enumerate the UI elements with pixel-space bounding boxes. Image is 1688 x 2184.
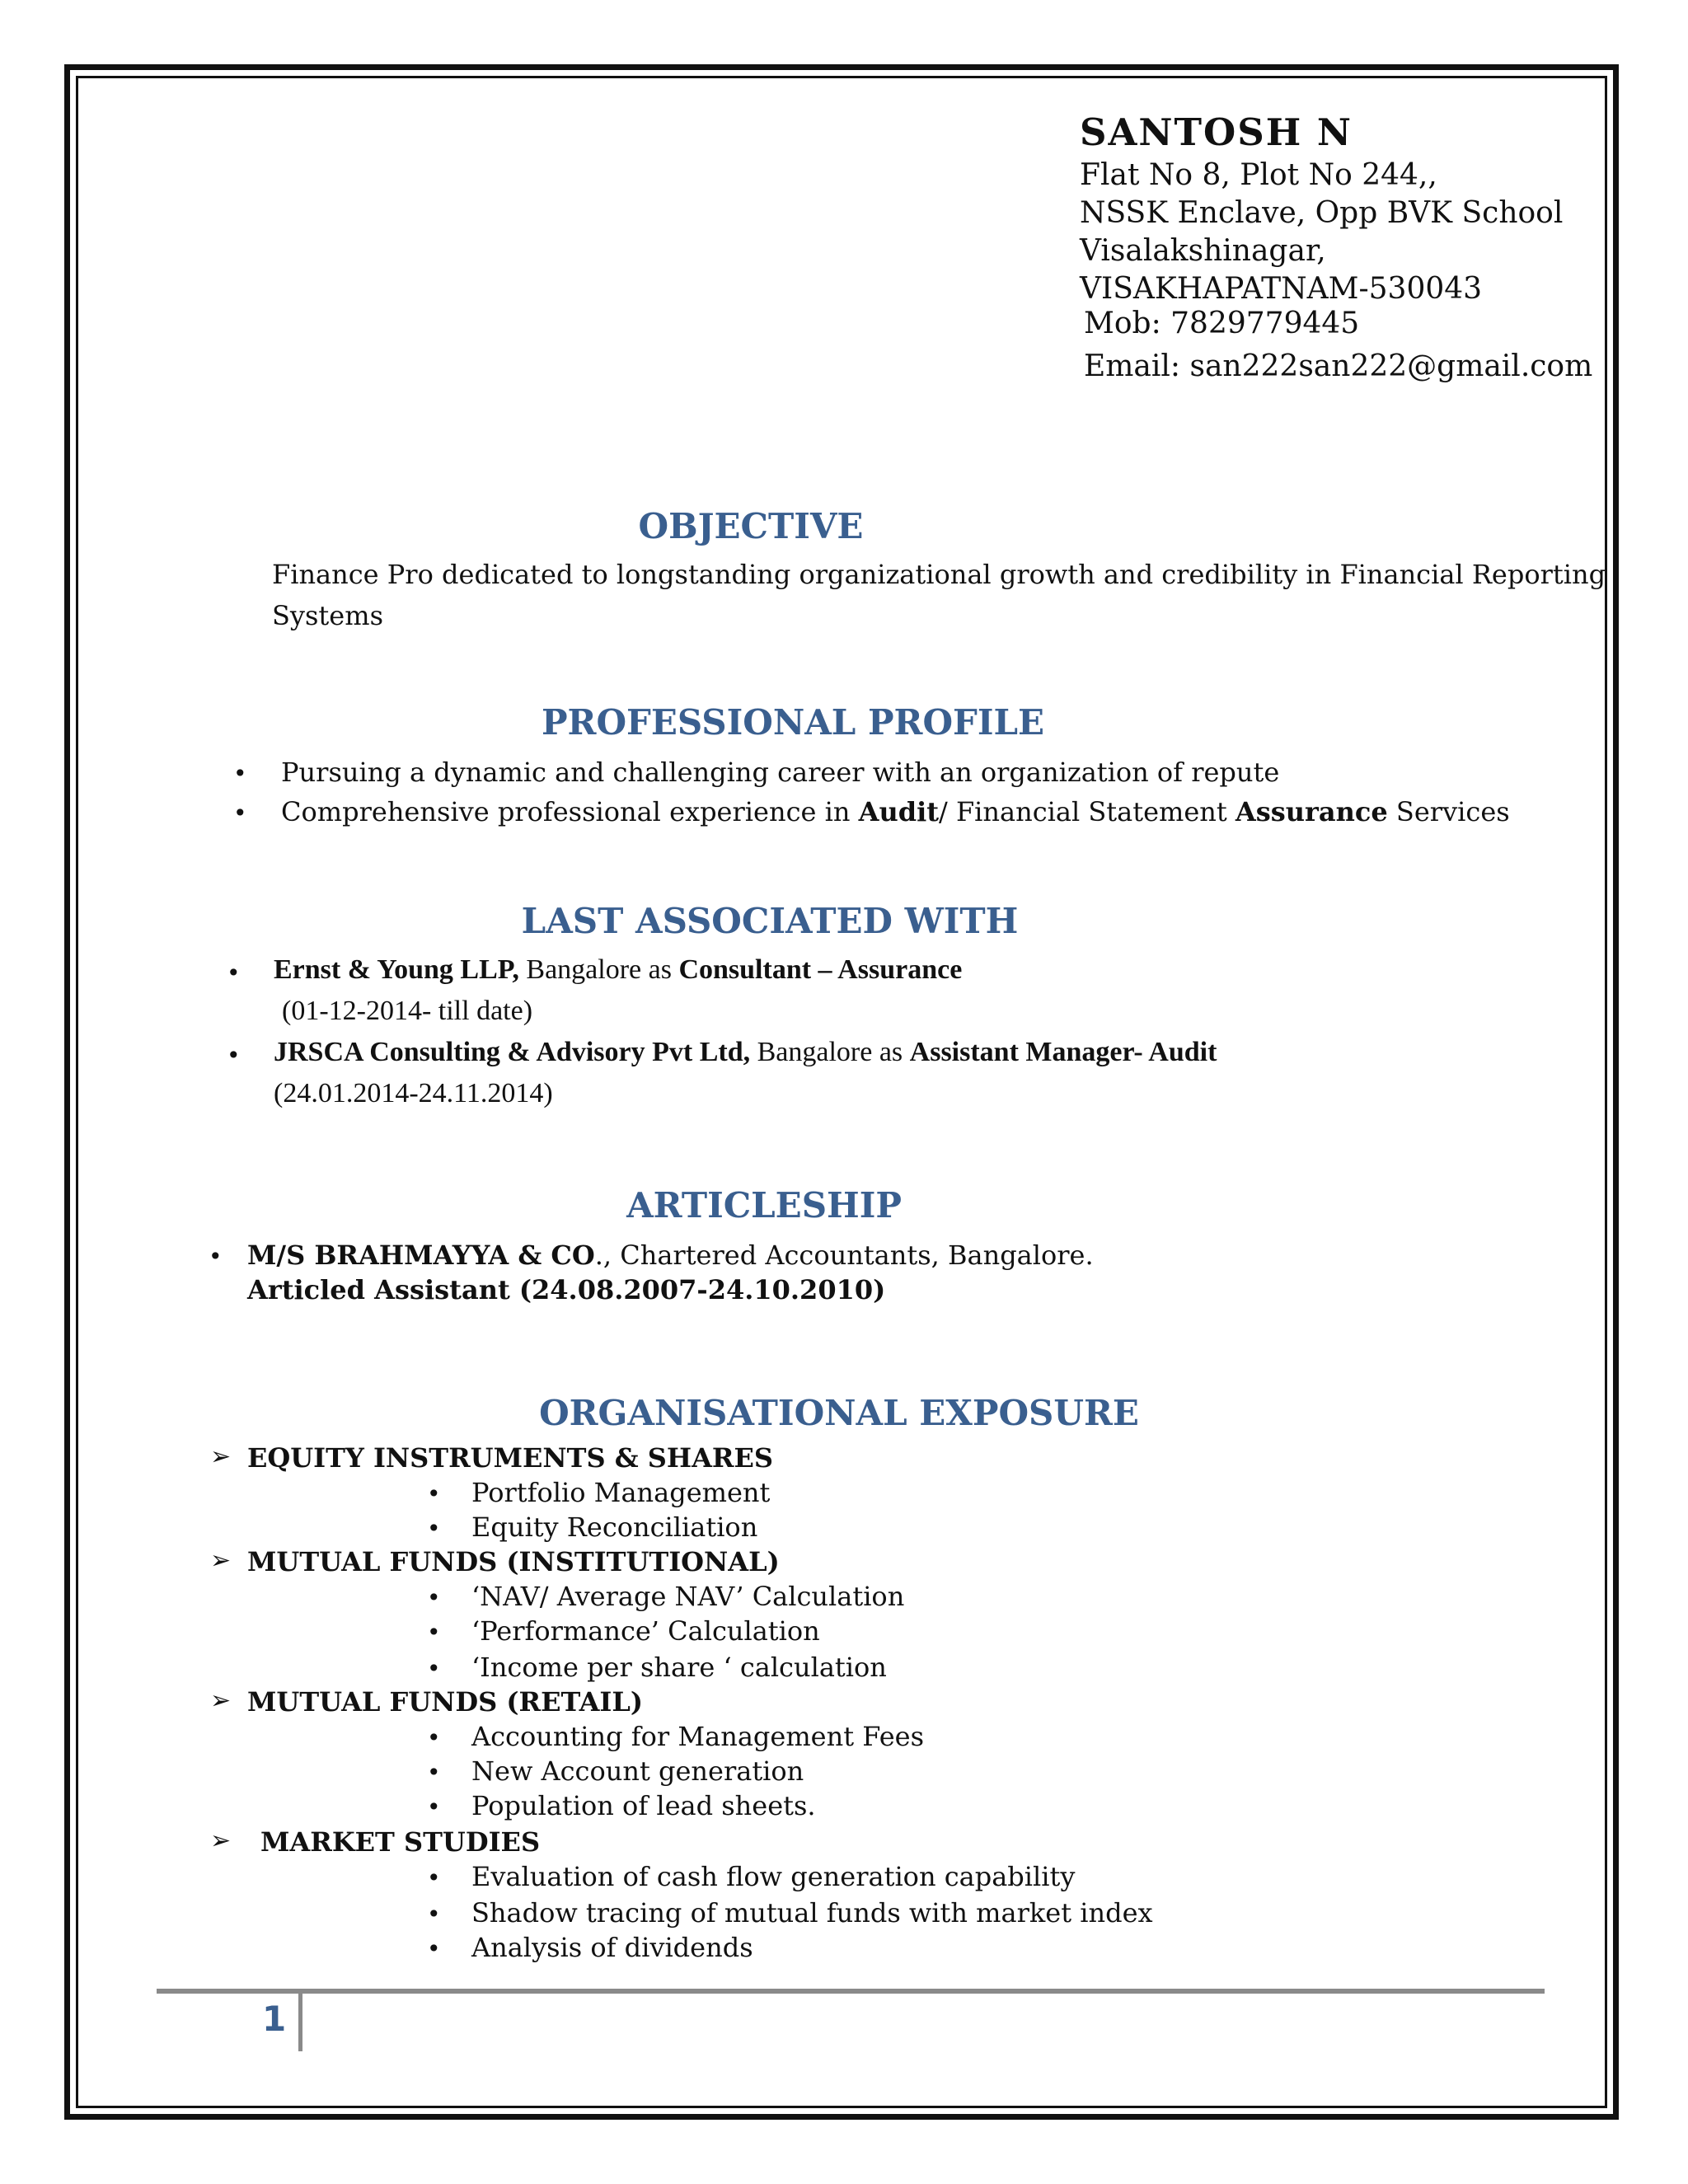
bullet-icon: •: [233, 760, 247, 787]
articleship-role: Articled Assistant (24.08.2007-24.10.2010): [247, 1274, 886, 1305]
footer-divider: [298, 1994, 302, 2051]
address-line-1: Flat No 8, Plot No 244,,: [1080, 158, 1437, 192]
bullet-icon: •: [427, 1759, 441, 1786]
exposure-item: Equity Reconciliation: [471, 1511, 758, 1543]
articleship-heading: ARTICLESHIP: [626, 1185, 902, 1226]
bullet-icon: •: [227, 1042, 241, 1069]
bullet-icon: •: [427, 1935, 441, 1962]
footer-rule: [157, 1989, 1545, 1994]
profile-item-2: Comprehensive professional experience in Audit/ Financial Statement Assurance Services: [281, 796, 1510, 827]
exposure-category-market-studies: MARKET STUDIES: [260, 1826, 541, 1858]
arrow-bullet-icon: ➢: [210, 1826, 232, 1855]
job-1-dates: (01-12-2014- till date): [282, 996, 533, 1026]
candidate-name: SANTOSH N: [1080, 110, 1353, 154]
objective-text-line-2: Systems: [272, 600, 383, 631]
bullet-icon: •: [427, 1584, 441, 1611]
exposure-item: ‘NAV/ Average NAV’ Calculation: [471, 1581, 905, 1612]
arrow-bullet-icon: ➢: [210, 1546, 232, 1575]
arrow-bullet-icon: ➢: [210, 1686, 232, 1715]
page-number: 1: [262, 1999, 287, 2039]
bullet-icon: •: [427, 1864, 441, 1891]
exposure-item: ‘Income per share ‘ calculation: [471, 1652, 887, 1683]
bullet-icon: •: [427, 1900, 441, 1928]
exposure-category-equity: EQUITY INSTRUMENTS & SHARES: [247, 1442, 773, 1474]
bullet-icon: •: [427, 1515, 441, 1542]
exposure-item: ‘Performance’ Calculation: [471, 1615, 820, 1647]
exposure-item: Portfolio Management: [471, 1477, 771, 1508]
job-1-title: Ernst & Young LLP, Bangalore as Consultant – Assurance: [274, 954, 963, 985]
exposure-item: Shadow tracing of mutual funds with market index: [471, 1897, 1153, 1929]
articleship-firm: M/S BRAHMAYYA & CO., Chartered Accountants, Bangalore.: [247, 1240, 1094, 1271]
address-line-2: NSSK Enclave, Opp BVK School: [1080, 196, 1564, 230]
mobile-number: Mob: 7829779445: [1084, 307, 1360, 340]
bullet-icon: •: [427, 1480, 441, 1507]
exposure-category-mf-institutional: MUTUAL FUNDS (INSTITUTIONAL): [247, 1546, 780, 1577]
exposure-item: New Account generation: [471, 1755, 804, 1787]
exposure-item: Accounting for Management Fees: [471, 1721, 924, 1752]
professional-profile-heading: PROFESSIONAL PROFILE: [541, 702, 1045, 743]
exposure-item: Population of lead sheets.: [471, 1790, 816, 1821]
address-line-4: VISAKHAPATNAM-530043: [1080, 272, 1483, 306]
bullet-icon: •: [427, 1724, 441, 1751]
email-address: Email: san222san222@gmail.com: [1084, 349, 1593, 383]
bullet-icon: •: [227, 959, 241, 987]
exposure-item: Evaluation of cash flow generation capability: [471, 1861, 1076, 1892]
bullet-icon: •: [233, 799, 247, 827]
arrow-bullet-icon: ➢: [210, 1442, 232, 1471]
job-2-title: JRSCA Consulting & Advisory Pvt Ltd, Bangalore as Assistant Manager- Audit: [274, 1037, 1217, 1067]
bullet-icon: •: [209, 1243, 223, 1270]
objective-heading: OBJECTIVE: [638, 506, 864, 546]
job-2-dates: (24.01.2014-24.11.2014): [274, 1078, 553, 1108]
address-line-3: Visalakshinagar,: [1080, 234, 1326, 268]
last-associated-heading: LAST ASSOCIATED WITH: [521, 901, 1019, 941]
exposure-category-mf-retail: MUTUAL FUNDS (RETAIL): [247, 1686, 644, 1718]
objective-text-line-1: Finance Pro dedicated to longstanding organizational growth and credibility in Financial Reporting: [272, 559, 1606, 590]
exposure-item: Analysis of dividends: [471, 1932, 753, 1963]
bullet-icon: •: [427, 1793, 441, 1821]
profile-item-1: Pursuing a dynamic and challenging career with an organization of repute: [281, 757, 1280, 788]
organisational-exposure-heading: ORGANISATIONAL EXPOSURE: [539, 1393, 1139, 1433]
bullet-icon: •: [427, 1619, 441, 1646]
bullet-icon: •: [427, 1655, 441, 1682]
